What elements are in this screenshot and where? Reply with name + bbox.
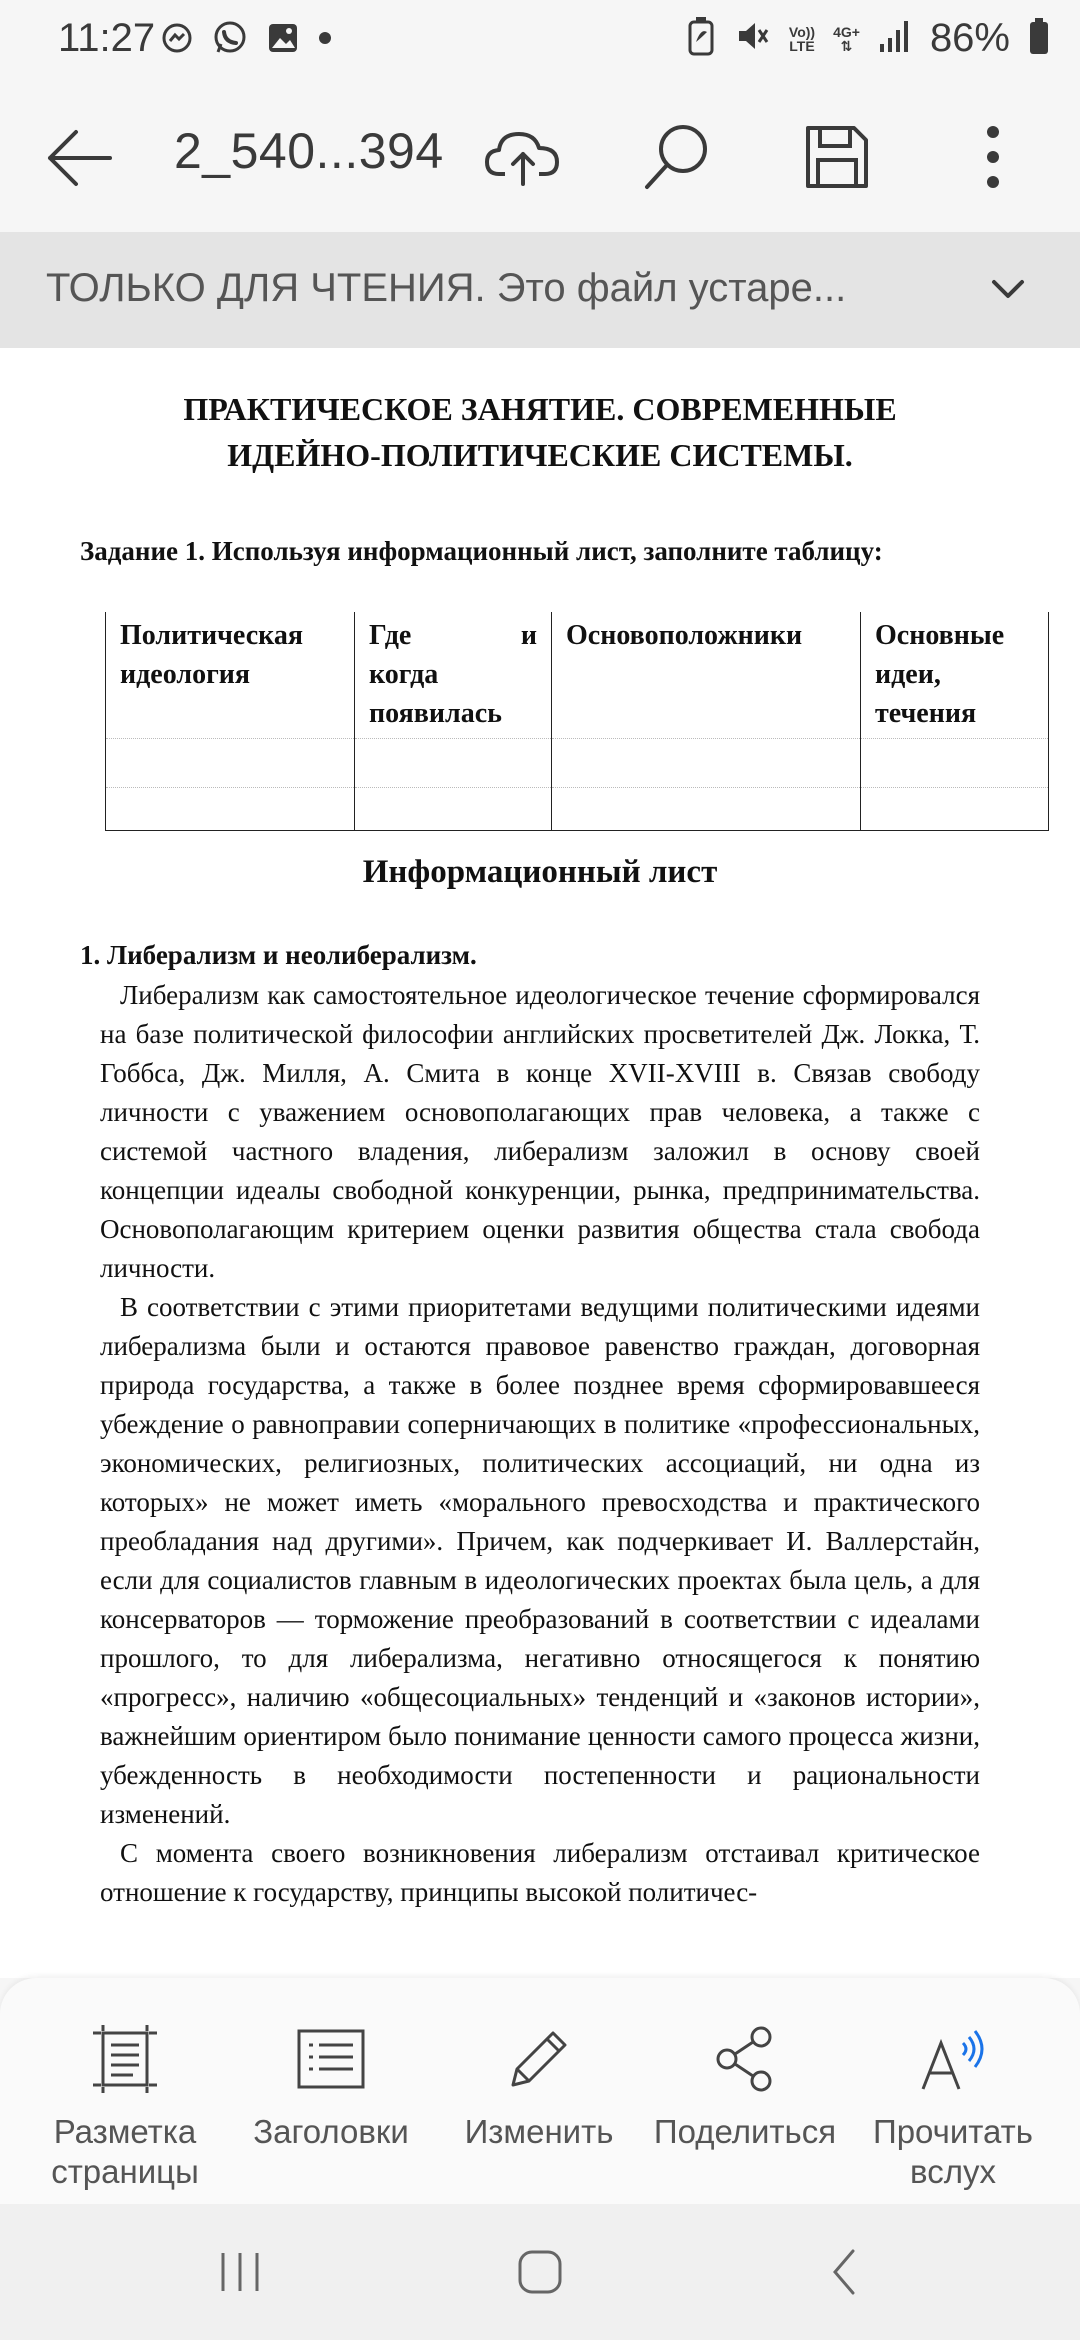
page-layout-label-line1: Разметка [53, 2113, 197, 2150]
back-arrow-icon[interactable] [40, 122, 120, 194]
table-cell [355, 788, 552, 831]
status-bar [0, 0, 1080, 82]
body-text [100, 976, 980, 1912]
col1-line1: Политическая [120, 620, 303, 651]
table-row [106, 788, 1049, 831]
col2-word2: и [520, 620, 537, 651]
network-indicator [833, 25, 860, 53]
headings-label: Заголовки [253, 2113, 409, 2150]
system-nav-bar [0, 2204, 1080, 2340]
col4-line3: течения [875, 698, 977, 729]
table-header-where-when [355, 612, 552, 739]
volte-label: Vo)) [788, 23, 816, 40]
table-row [106, 739, 1049, 788]
volte-indicator [789, 25, 815, 53]
paragraph-2: В соответствии с этими приоритетами ведущими политическими идеями либерализма были и остаются правовое равенство граждан, договорная природа государства, а также в более позднее время сформировавшееся убеждение о равноправии соперничающих в политике «профессиональных, экономических, религиозных, политических ассоциаций, ни одна из которых» не может иметь «морального превосходства и практического преобладания над другими». Причем, как подчеркивает И. Валлерстайн, если для социалистов главным в идеологических проектах была цель, а для консерваторов — торможение преобразований в соответствии с идеалами прошлого, то для либерализма, негативно относящегося к понятию «прогресс», наличию «общесоциальных» тенденций и «законов истории», важнейшим ориентиром было понимание ценности самого процесса жизни, убежденность в необходимости постепенности и рациональности изменений. [100, 1292, 980, 1829]
section-heading: 1. Либерализм и неолиберализм. [80, 940, 477, 970]
edit-label: Изменить [464, 2113, 614, 2150]
page-layout-button[interactable] [22, 2022, 228, 2192]
doc-title-line2: ИДЕЙНО-ПОЛИТИЧЕСКИЕ СИСТЕМЫ. [227, 437, 853, 473]
col3-label: Основоположники [566, 620, 803, 651]
recents-icon[interactable] [200, 2240, 280, 2304]
doc-title [80, 386, 1000, 478]
edit-button[interactable] [436, 2022, 642, 2152]
page-layout-label [22, 2112, 228, 2192]
more-vert-icon[interactable] [948, 112, 1038, 202]
task-heading: Задание 1. Используя информационный лист, заполните таблицу: [80, 536, 883, 566]
search-icon[interactable] [632, 112, 722, 202]
table-header-ideology [106, 612, 355, 739]
paragraph-1: Либерализм как самостоятельное идеологическое течение сформировался на базе политической философии английских просветителей Дж. Локка, Т. Гоббса, Дж. Милля, А. Смита в конце XVII-XVIII в. Связав свободу личности с уважением основополагающих прав человека, а также с системой частного владения, либерализм заложил в основу своей концепции идеалы свободной конкуренции, рынка, предпринимательства. Основополагающим критерием оценки развития общества стала свобода личности. [100, 980, 980, 1283]
back-icon[interactable] [806, 2240, 886, 2304]
gallery-icon [266, 21, 300, 60]
table-header-main-ideas [861, 612, 1049, 739]
dot-icon [318, 31, 332, 50]
answer-table [105, 612, 1049, 831]
document-title[interactable]: 2_540...394 [174, 123, 444, 179]
table-cell [861, 788, 1049, 831]
network-gen-label: 4G+ [833, 23, 860, 40]
battery-icon [1028, 17, 1050, 60]
battery-saver-icon [687, 16, 715, 61]
pencil-icon [436, 2022, 642, 2096]
col4-line2: идеи, [875, 659, 941, 690]
info-sheet-title: Информационный лист [362, 854, 718, 890]
doc-title-line1: ПРАКТИЧЕСКОЕ ЗАНЯТИЕ. СОВРЕМЕННЫЕ [183, 391, 897, 427]
home-icon[interactable] [500, 2240, 580, 2304]
app-bar [0, 82, 1080, 232]
share-button[interactable] [642, 2022, 848, 2152]
table-cell [106, 788, 355, 831]
document-page[interactable] [0, 348, 1080, 1978]
chevron-down-icon[interactable] [980, 262, 1036, 318]
page-layout-icon [22, 2022, 228, 2096]
read-only-banner[interactable] [0, 232, 1080, 348]
lte-label: LTE [789, 37, 815, 54]
table-header-founders [552, 612, 861, 739]
table-header-row [106, 612, 1049, 739]
read-aloud-icon [850, 2022, 1056, 2096]
headings-icon [228, 2022, 434, 2096]
table-cell [552, 739, 861, 788]
battery-percent: 86% [929, 16, 1010, 60]
mute-icon [733, 17, 771, 60]
read-aloud-label [850, 2112, 1056, 2192]
data-arrows-icon: ⇅ [840, 37, 853, 54]
messenger-icon [160, 21, 194, 60]
share-label: Поделиться [653, 2113, 837, 2150]
banner-text: ТОЛЬКО ДЛЯ ЧТЕНИЯ. Это файл устаре... [46, 266, 847, 310]
col1-line2: идеология [120, 659, 251, 690]
paragraph-3: С момента своего возникновения либерализм отстаивал критическое отношение к государству, принципы высокой политичес- [100, 1838, 980, 1907]
status-time: 11:27 [58, 16, 156, 60]
col2-line2: когда [369, 659, 439, 690]
table-cell [552, 788, 861, 831]
save-icon[interactable] [792, 112, 882, 202]
signal-icon [878, 18, 912, 59]
table-cell [106, 739, 355, 788]
table-cell [861, 739, 1049, 788]
col2-line3: появилась [369, 698, 502, 729]
whatsapp-icon [212, 20, 248, 61]
col2-word1: Где [369, 620, 412, 651]
table-cell [355, 739, 552, 788]
read-aloud-label-line2: вслух [910, 2153, 996, 2190]
cloud-upload-icon[interactable] [478, 112, 568, 202]
bottom-toolbar [0, 1978, 1080, 2204]
share-icon [642, 2022, 848, 2096]
headings-button[interactable] [228, 2022, 434, 2152]
read-aloud-label-line1: Прочитать [872, 2113, 1033, 2150]
col4-line1: Основные [875, 620, 1005, 651]
page-layout-label-line2: страницы [51, 2153, 199, 2190]
read-aloud-button[interactable] [850, 2022, 1056, 2192]
col2-line1 [369, 616, 537, 655]
